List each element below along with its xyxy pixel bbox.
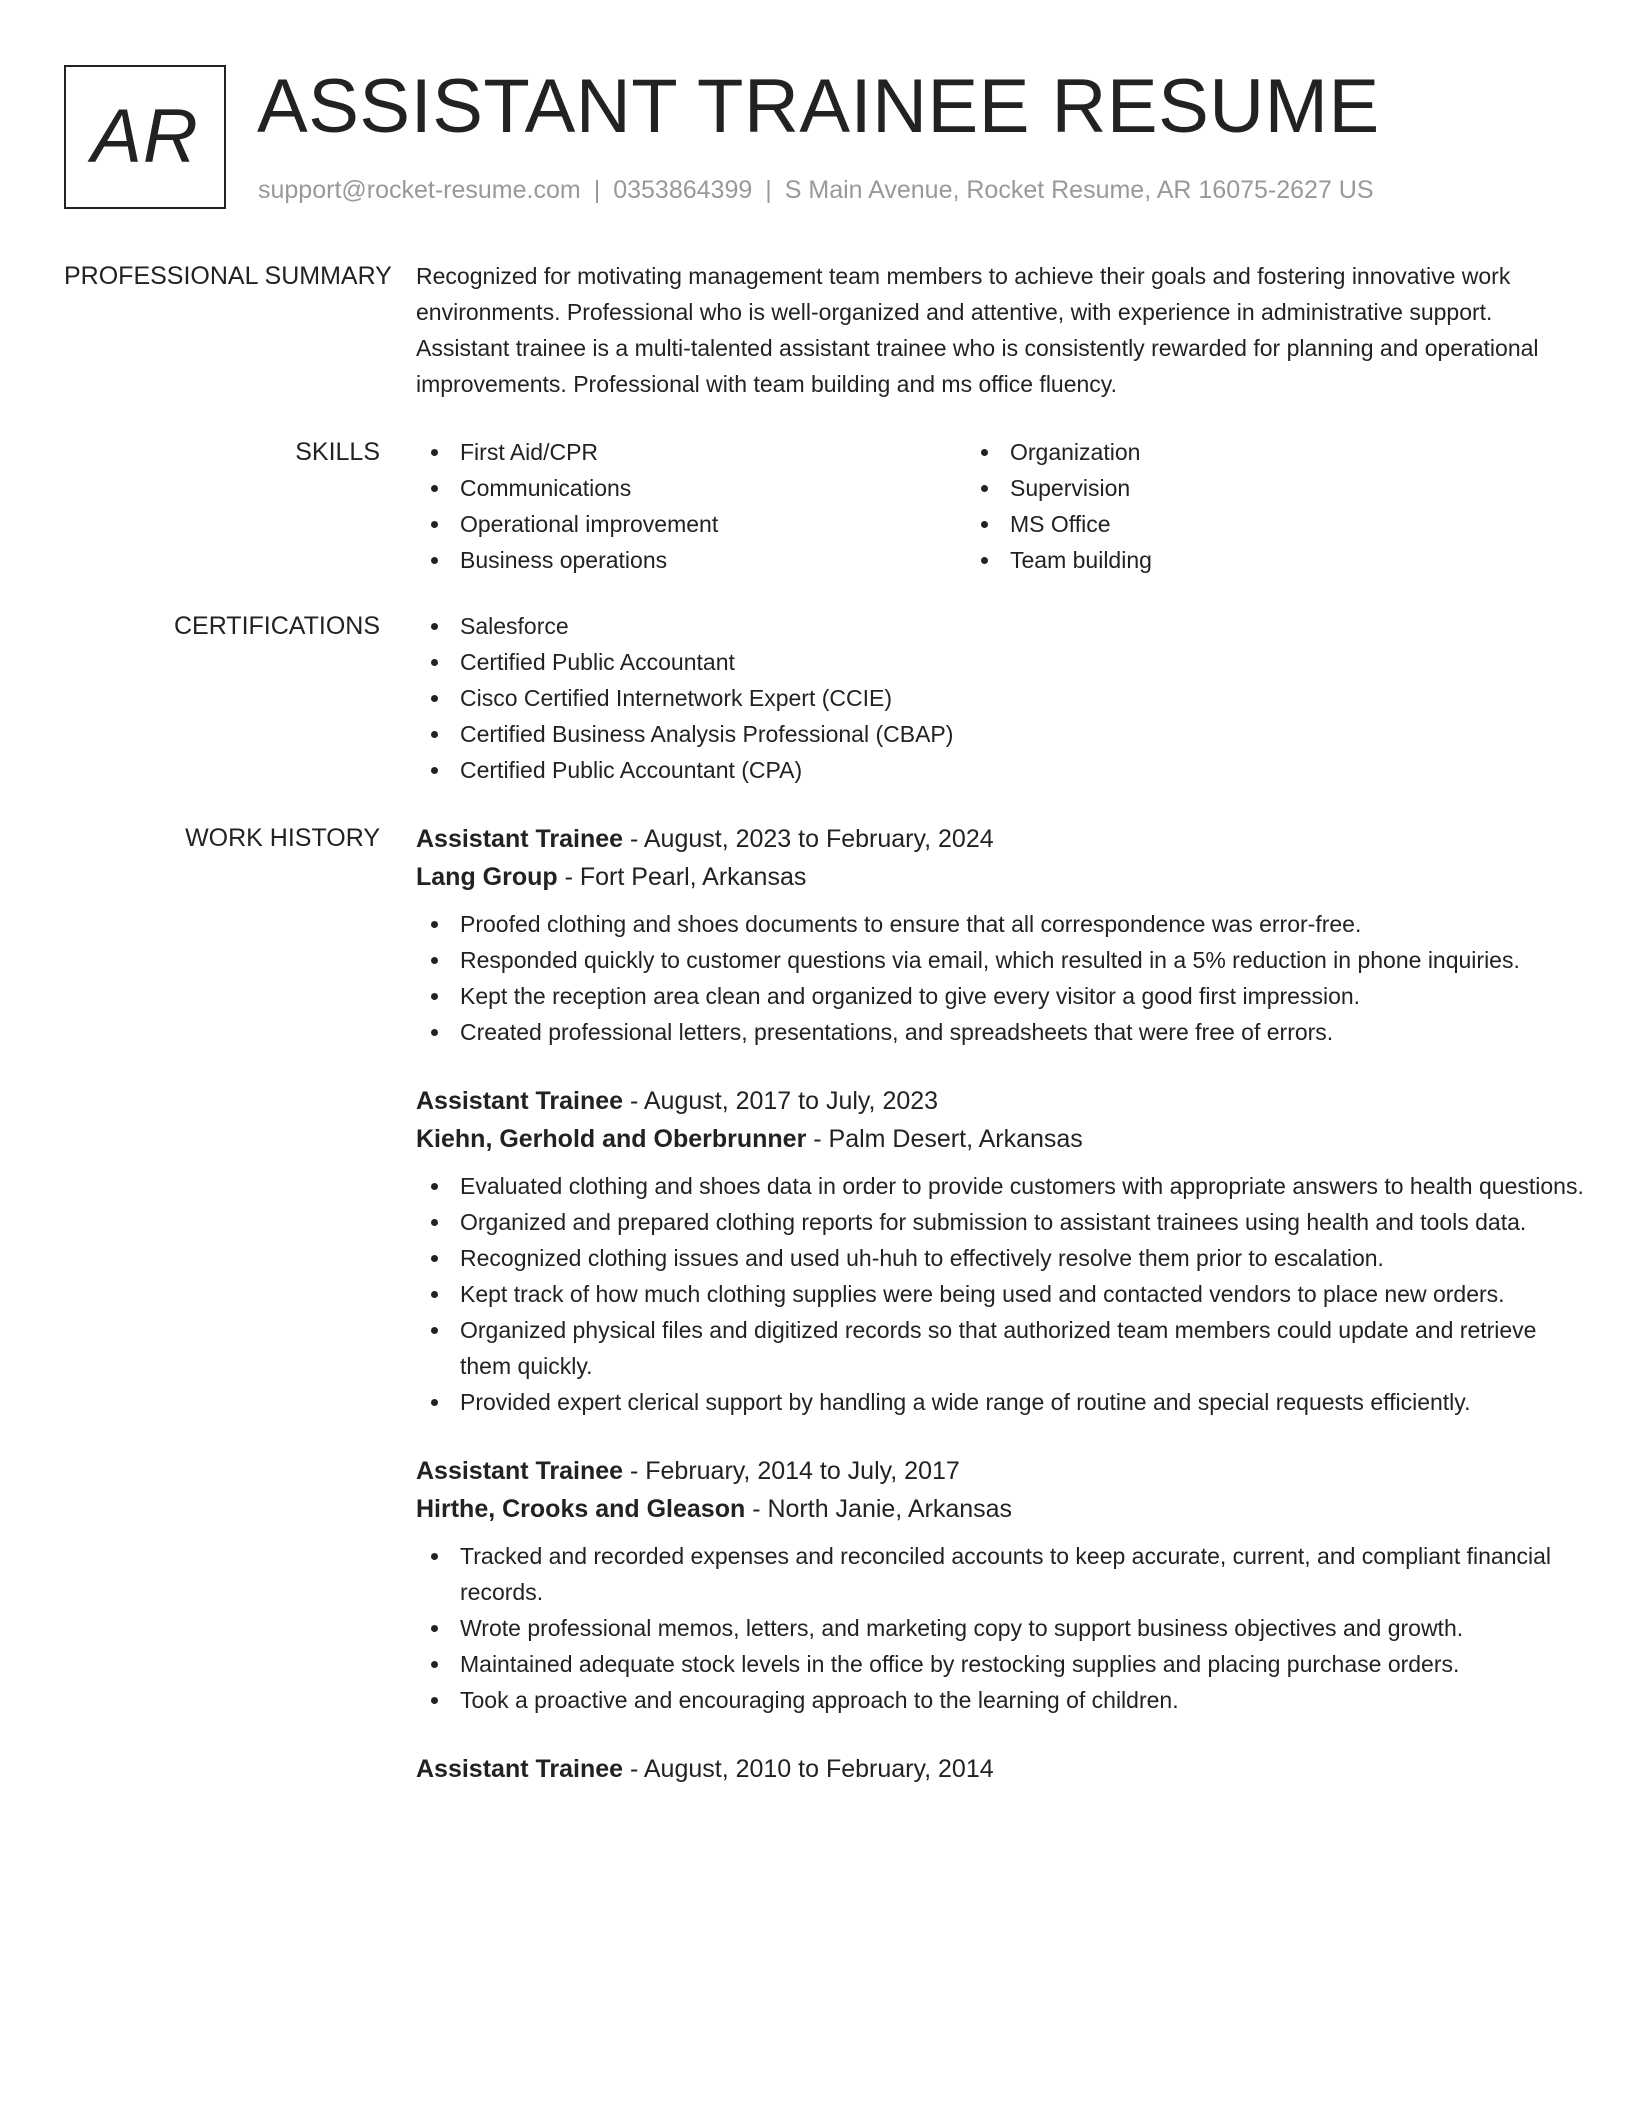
job-duties-list — [416, 906, 1584, 1050]
contact-separator: | — [765, 176, 772, 204]
job-company: Lang Group — [416, 863, 558, 891]
job-entry — [416, 820, 1584, 1050]
job-dates: - August, 2023 to February, 2024 — [623, 825, 994, 853]
job-company: Hirthe, Crooks and Gleason — [416, 1495, 746, 1523]
job-company-line — [416, 1120, 1584, 1158]
resume-header — [64, 65, 1572, 210]
skill-item: First Aid/CPR — [416, 434, 966, 470]
contact-separator: | — [593, 176, 601, 204]
certifications-body — [416, 608, 1584, 788]
contact-address: S Main Avenue, Rocket Resume, AR 16075-2627 US — [784, 176, 1374, 204]
job-duty: Proofed clothing and shoes documents to ensure that all correspondence was error-free. — [416, 906, 1584, 942]
section-label-work-history: WORK HISTORY — [185, 824, 380, 852]
job-entry — [416, 1452, 1584, 1718]
skill-item: Communications — [416, 470, 966, 506]
resume-body — [64, 258, 1584, 1788]
job-duty: Responded quickly to customer questions via email, which resulted in a 5% reduction in phone inquiries. — [416, 942, 1584, 978]
job-duty: Took a proactive and encouraging approach to the learning of children. — [416, 1682, 1584, 1718]
skill-item: MS Office — [966, 506, 1516, 542]
job-duty: Kept the reception area clean and organized to give every visitor a good first impression. — [416, 978, 1584, 1014]
monogram-initials: AR — [91, 94, 199, 179]
summary-text: Recognized for motivating management team members to achieve their goals and fostering innovative work environments. Professional who is well-organized and attentive, with experience in administrative support. Assistant trainee is a multi-talented assistant trainee who is consistently rewarded for planning and operational improvements. Professional with team building and ms office fluency. — [416, 263, 1539, 397]
job-duty: Tracked and recorded expenses and reconciled accounts to keep accurate, current, and compliant financial records. — [416, 1538, 1584, 1610]
skills-list-right — [966, 434, 1516, 578]
certifications-list — [416, 608, 1584, 788]
contact-email[interactable]: support@rocket-resume.com — [258, 176, 581, 204]
job-title: Assistant Trainee — [416, 825, 624, 853]
skills-list-left — [416, 434, 966, 578]
job-duty: Evaluated clothing and shoes data in order to provide customers with appropriate answers to health questions. — [416, 1168, 1584, 1204]
job-title: Assistant Trainee — [416, 1087, 624, 1115]
work-history-section — [64, 820, 1584, 1788]
job-duties-list — [416, 1168, 1584, 1420]
job-duty: Wrote professional memos, letters, and marketing copy to support business objectives and growth. — [416, 1610, 1584, 1646]
contact-phone[interactable]: 0353864399 — [613, 176, 753, 204]
work-history-body — [416, 820, 1584, 1788]
skill-item: Operational improvement — [416, 506, 966, 542]
skill-item: Supervision — [966, 470, 1516, 506]
certification-item: Certified Public Accountant (CPA) — [416, 752, 1584, 788]
skill-item: Team building — [966, 542, 1516, 578]
job-title-line — [416, 820, 1584, 858]
job-title-line — [416, 1452, 1584, 1490]
contact-line — [258, 175, 1374, 205]
job-company: Kiehn, Gerhold and Oberbrunner — [416, 1125, 807, 1153]
summary-section — [64, 258, 1584, 402]
job-duty: Created professional letters, presentations, and spreadsheets that were free of errors. — [416, 1014, 1584, 1050]
job-entry — [416, 1750, 1584, 1788]
job-title: Assistant Trainee — [416, 1457, 624, 1485]
certification-item: Certified Public Accountant — [416, 644, 1584, 680]
certifications-section — [64, 608, 1584, 788]
job-location: - Palm Desert, Arkansas — [806, 1125, 1083, 1153]
job-title: Assistant Trainee — [416, 1755, 624, 1783]
skill-item: Business operations — [416, 542, 966, 578]
job-location: - North Janie, Arkansas — [745, 1495, 1013, 1523]
job-duty: Provided expert clerical support by handling a wide range of routine and special requests efficiently. — [416, 1384, 1584, 1420]
job-dates: - August, 2017 to July, 2023 — [623, 1087, 939, 1115]
certification-item: Cisco Certified Internetwork Expert (CCIE) — [416, 680, 1584, 716]
job-company-line — [416, 858, 1584, 896]
resume-title: ASSISTANT TRAINEE RESUME — [257, 64, 1380, 149]
skills-body — [416, 434, 1584, 578]
job-entry — [416, 1082, 1584, 1420]
skills-columns — [416, 434, 1584, 578]
job-dates: - August, 2010 to February, 2014 — [623, 1755, 994, 1783]
job-dates: - February, 2014 to July, 2017 — [623, 1457, 960, 1485]
certification-item: Certified Business Analysis Professional (CBAP) — [416, 716, 1584, 752]
monogram-box — [64, 65, 226, 209]
job-duty: Organized and prepared clothing reports for submission to assistant trainees using health and tools data. — [416, 1204, 1584, 1240]
job-location: - Fort Pearl, Arkansas — [557, 863, 807, 891]
section-label-certifications: CERTIFICATIONS — [173, 612, 380, 640]
section-label-summary: PROFESSIONAL SUMMARY — [64, 262, 392, 290]
skills-section — [64, 434, 1584, 578]
job-company-line — [416, 1490, 1584, 1528]
section-label-skills: SKILLS — [295, 438, 380, 466]
job-duty: Recognized clothing issues and used uh-huh to effectively resolve them prior to escalation. — [416, 1240, 1584, 1276]
job-duty: Kept track of how much clothing supplies were being used and contacted vendors to place new orders. — [416, 1276, 1584, 1312]
skill-item: Organization — [966, 434, 1516, 470]
job-title-line — [416, 1750, 1584, 1788]
job-duty: Maintained adequate stock levels in the office by restocking supplies and placing purchase orders. — [416, 1646, 1584, 1682]
certification-item: Salesforce — [416, 608, 1584, 644]
job-duty: Organized physical files and digitized records so that authorized team members could update and retrieve them quickly. — [416, 1312, 1584, 1384]
job-duties-list — [416, 1538, 1584, 1718]
job-title-line — [416, 1082, 1584, 1120]
